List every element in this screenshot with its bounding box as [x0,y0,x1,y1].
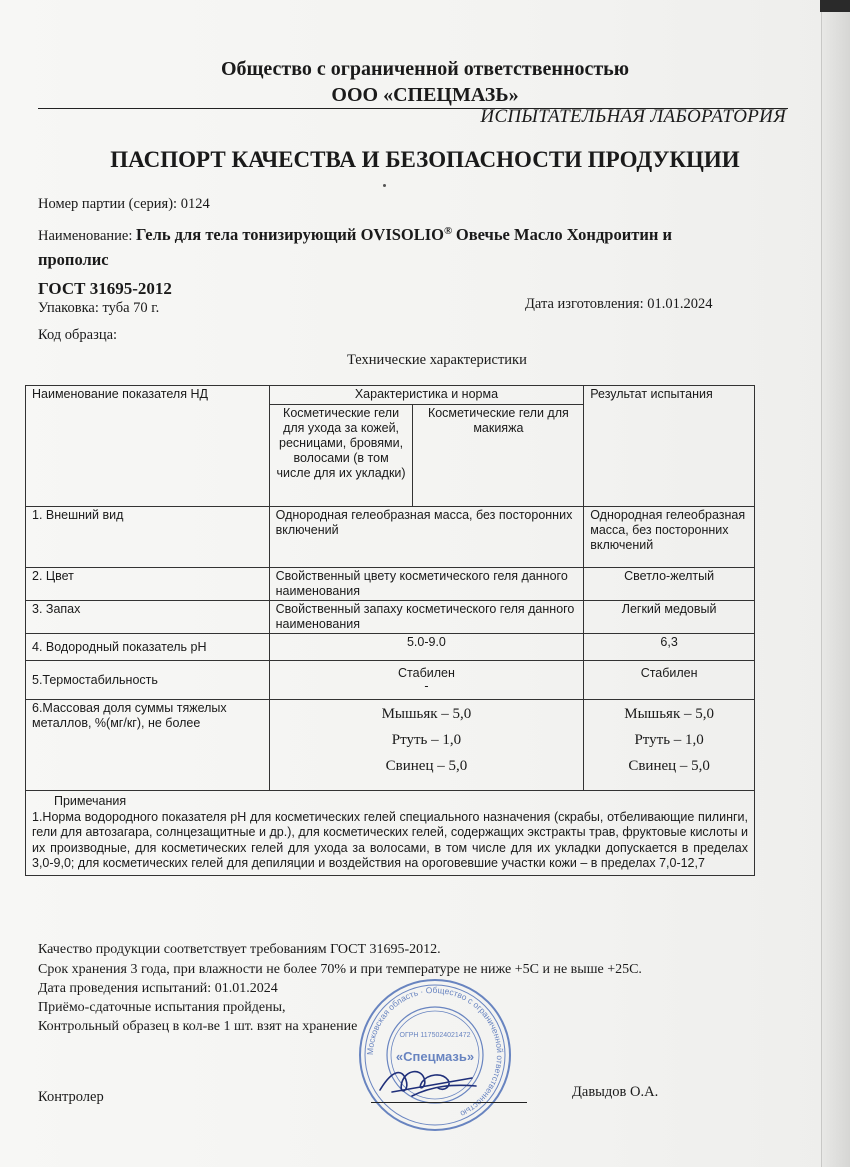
table-row [26,568,755,601]
row-norm: Свойственный запаху косметического геля данного наименования [269,601,584,634]
gost-number: ГОСТ 31695-2012 [38,279,172,298]
product-name-label: Наименование: [38,227,133,244]
controller-label: Контролер [38,1089,104,1105]
row-result: Светло-желтый [584,568,755,601]
result-mercury: Ртуть – 1,0 [634,732,704,748]
svg-text:ОГРН 1175024021472: ОГРН 1175024021472 [399,1032,471,1039]
table-row [26,700,755,791]
row-norm [269,700,584,791]
lab-name: ИСПЫТАТЕЛЬНАЯ ЛАБОРАТОРИЯ [480,106,786,127]
result-lead: Свинец – 5,0 [628,758,710,774]
row-norm [269,661,584,700]
product-name [38,219,738,273]
batch-number: Номер партии (серия): 0124 [38,196,210,212]
result-arsenic: Мышьяк – 5,0 [624,706,714,722]
table-row [26,661,755,700]
acceptance-note: Приёмо-сдаточные испытания пройдены, [38,1000,286,1015]
scan-corner [820,0,850,12]
row-result: 6,3 [584,634,755,661]
company-stamp [355,975,515,1135]
row-result: Стабилен [584,661,755,700]
sample-code: Код образца: [38,327,118,343]
header-norm: Характеристика и норма [269,386,584,405]
table-row [26,507,755,568]
control-sample-note: Контрольный образец в кол-ве 1 шт. взят на хранение [38,1019,358,1034]
org-name-line2: ООО «СПЕЦМАЗЬ» [331,84,519,106]
document-title: ПАСПОРТ КАЧЕСТВА И БЕЗОПАСНОСТИ ПРОДУКЦИИ [110,147,740,172]
norm-lead: Свинец – 5,0 [385,758,468,774]
quality-statement: Качество продукции соответствует требованиям ГОСТ 31695-2012. [38,942,441,957]
product-name-part2: Овечье Масло Хондроитин и прополис [38,224,672,269]
row-name: 5.Термостабильность [26,661,270,700]
row-norm-dash: - [424,679,429,693]
row-name: 6.Массовая доля суммы тяжелых металлов, %(мг/кг), не более [26,700,270,791]
row-norm-value: Стабилен [398,666,455,680]
org-name-line1: Общество с ограниченной ответственностью [220,58,630,80]
header-skin-gels: Косметические гели для ухода за кожей, ресницами, бровями, волосами (в том числе для их укладки) [269,405,413,507]
table-caption: Технические характеристики [347,352,527,368]
page-edge [821,0,850,1167]
controller-signature [372,1062,482,1102]
header-indicator: Наименование показателя НД [26,386,270,507]
notes-row [26,791,755,876]
row-result: Однородная гелеобразная масса, без посторонних включений [584,507,755,568]
notes-title: Примечания [54,794,127,808]
norm-arsenic: Мышьяк – 5,0 [381,706,472,722]
table-row [26,634,755,661]
packaging: Упаковка: туба 70 г. [38,300,160,316]
svg-text:Московская область · Общество: Московская область · Общество с ограниченной ответственностью [364,984,506,1120]
notes-text: 1.Норма водородного показателя рН для косметических гелей специального назначения (скрабы, отбеливающие пилинги, гели для автозагара, солнцезащитные и др.), для косметических гелей, содержащих экстракты трав, фруктовые кислоты и их производные, для косметических гелей для ухода за волосами, в том числе для их укладки допускается в пределах 3,0-9,0; для косметических гелей для депиляции и воздействия на ороговевшие участки кожи – в пределах 7,0-12,7 [32,809,748,870]
table-row [26,601,755,634]
row-name: 3. Запах [26,601,270,634]
row-norm: Свойственный цвету косметического геля данного наименования [269,568,584,601]
row-name: 4. Водородный показатель рН [26,634,270,661]
row-result [584,700,755,791]
header-result: Результат испытания [584,386,755,507]
spec-table [25,385,755,876]
manufacture-date: Дата изготовления: 01.01.2024 [525,296,713,312]
row-norm: Однородная гелеобразная масса, без посторонних включений [269,507,584,568]
row-name: 2. Цвет [26,568,270,601]
table-header-row [26,386,755,405]
header-makeup-gels: Косметические гели для макияжа [413,405,584,507]
row-name: 1. Внешний вид [26,507,270,568]
row-result: Легкий медовый [584,601,755,634]
row-norm: 5.0-9.0 [269,634,584,661]
test-date: Дата проведения испытаний: 01.01.2024 [38,981,278,996]
norm-mercury: Ртуть – 1,0 [391,732,462,748]
signature-line [371,1102,527,1103]
controller-name: Давыдов О.А. [572,1084,659,1100]
registered-mark: ® [444,225,453,237]
product-name-part1: Гель для тела тонизирующий OVISOLIO [136,224,445,244]
notes-cell [26,791,755,876]
svg-text:«Спецмазь»: «Спецмазь» [395,1049,475,1064]
storage-terms: Срок хранения 3 года, при влажности не более 70% и при температуре не ниже +5С и не выше +25С. [38,962,642,977]
scan-speck [383,184,386,187]
